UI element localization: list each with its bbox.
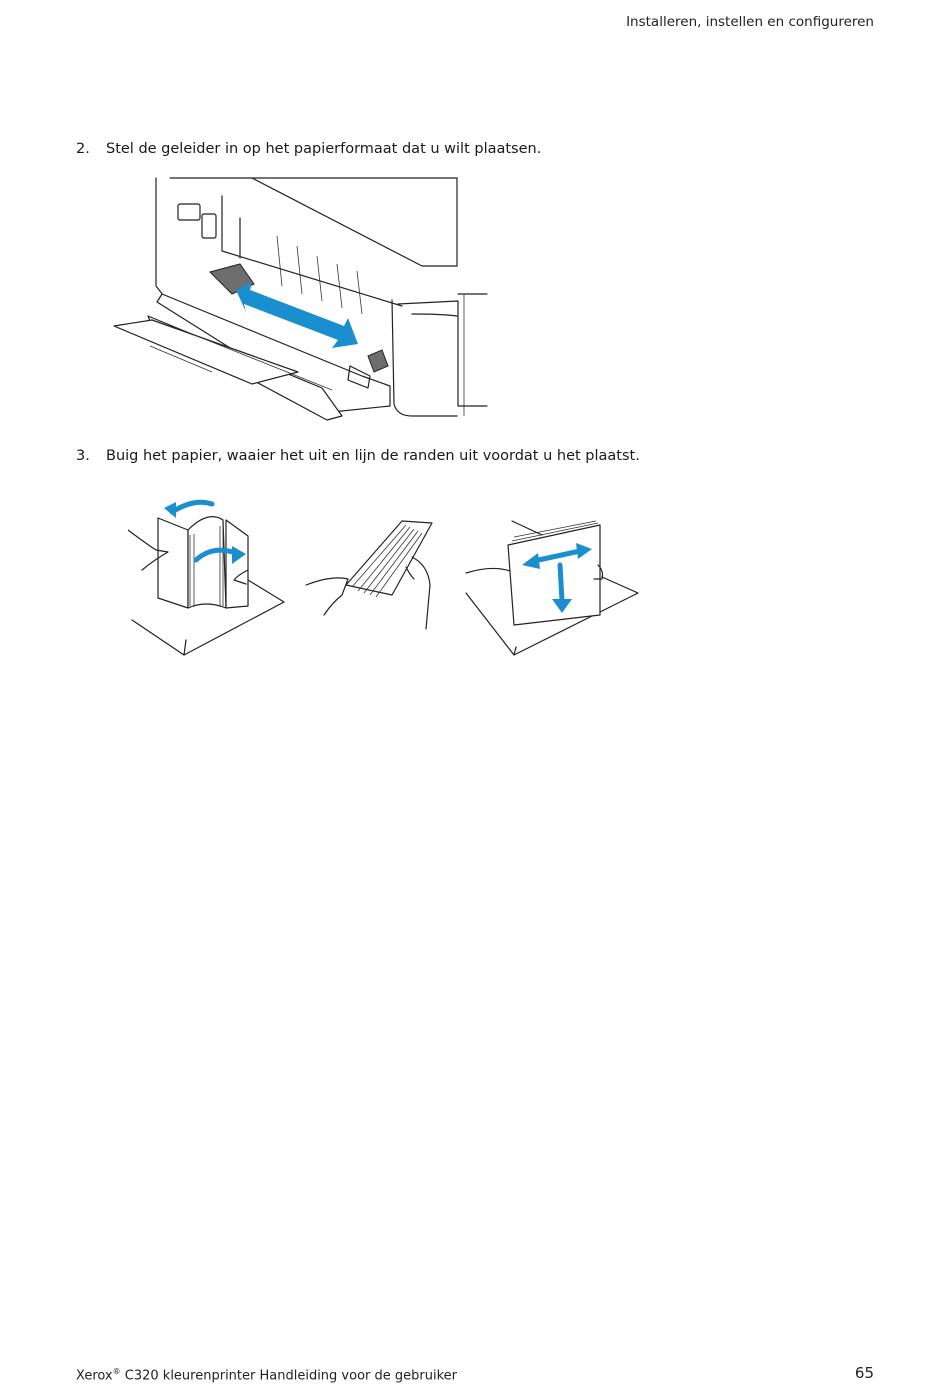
step-3 bbox=[76, 448, 640, 464]
footer-document-title bbox=[76, 1367, 457, 1383]
brand-name: Xerox bbox=[76, 1368, 113, 1384]
step-2 bbox=[76, 141, 541, 157]
running-header bbox=[626, 14, 874, 30]
step-number: 3. bbox=[76, 448, 90, 464]
document-title: C320 kleurenprinter Handleiding voor de gebruiker bbox=[120, 1368, 457, 1384]
flex-paper-illustration bbox=[128, 490, 288, 658]
fan-paper-illustration bbox=[302, 515, 442, 633]
step-text: Buig het papier, waaier het uit en lijn de randen uit voordat u het plaatst. bbox=[106, 448, 640, 464]
paper-guide-illustration bbox=[112, 176, 488, 422]
step-text: Stel de geleider in op het papierformaat dat u wilt plaatsen. bbox=[106, 141, 542, 157]
page-number: 65 bbox=[854, 1364, 874, 1382]
align-paper-illustration bbox=[462, 515, 642, 657]
step-number: 2. bbox=[76, 141, 90, 157]
section-title: Installeren, instellen en configureren bbox=[626, 14, 874, 30]
trademark-symbol: ® bbox=[112, 1367, 121, 1376]
